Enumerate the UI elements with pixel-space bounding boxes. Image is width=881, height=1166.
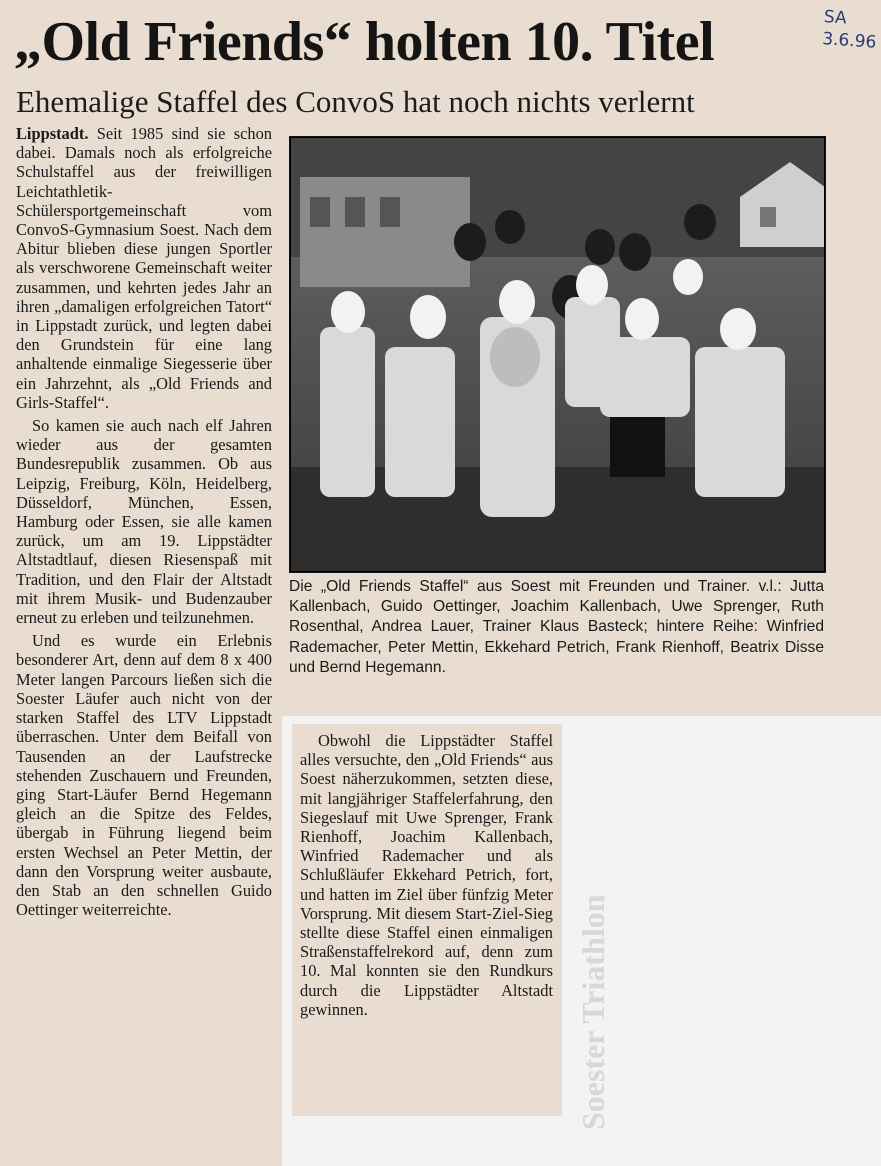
paragraph: Obwohl die Lippstädter Staffel alles versuchte, den „Old Friends“ aus Soest näherzukommen, setzten diese, mit langjähriger Staffelerfahrung, den Siegeslauf mit Uwe Sprenger, Frank Rienhoff, Joachim Kallenbach, Winfried Rademacher und als Schlußläufer Ekkehard Petrich, fort, und hatten im Ziel über fünfzig Meter Vorsprung. Mit diesem Start-Ziel-Sieg stellte diese Staffel einen einmaligen Straßenstaffelrekord auf, denn zum 10. Mal konnten sie den Rundkurs durch die Lippstädter Altstadt gewinnen. [300, 731, 553, 1019]
article-column-1 [16, 124, 272, 923]
headline: „Old Friends“ holten 10. Titel [14, 11, 715, 73]
paragraph: Und es wurde ein Erlebnis besonderer Art, denn auf dem 8 x 400 Meter langen Parcours ließen sich die Soester Läufer auch nicht von der starken Staffel des LTV Lippstadt überraschen. Unter dem Beifall von Tausenden an der Laufstrecke stehenden Zuschauern und Freunden, ging Start-Läufer Bernd Hegemann gleich an die Spitze des Feldes, übergab in Führung liegend beim ersten Wechsel an Peter Mettin, der dann den Vorsprung weiter ausbaute, den Stab an den schnellen Guido Oettinger weiterreichte. [16, 631, 272, 920]
dateline: Lippstadt. [16, 124, 89, 143]
handwritten-source: SA [823, 7, 848, 29]
handwritten-date: 3.6.96 [821, 28, 877, 53]
paragraph [16, 124, 272, 412]
team-photo-illustration [290, 137, 825, 572]
paragraph-text: Seit 1985 sind sie schon dabei. Damals noch als erfolgreiche Schulstaffel aus der freiwilligen Leichtathletik-Schülersportgemeinschaft vom ConvoS-Gymnasium Soest. Nach dem Abitur blieben diese jungen Sportler als verschworene Gemeinschaft weiter zusammen, und kehrten jedes Jahr an ihren „damaligen erfolgreichen Tatort“ in Lippstadt zurück, und legten dabei den Grundstein für eine lang anhaltende einmalige Siegesserie über ein Jahrzehnt, als „Old Friends and Girls-Staffel“. [16, 124, 272, 412]
team-photo [289, 136, 826, 573]
article-column-2 [300, 731, 553, 1019]
paragraph: So kamen sie auch nach elf Jahren wieder aus der gesamten Bundesrepublik zusammen. Ob aus Leipzig, Freiburg, Köln, Heidelberg, Düsseldorf, München, Essen, Hamburg oder Essen, sie alle kamen zurück, um am 19. Lippstädter Altstadtlauf, diesen Riesenspaß mit Tradition, und den Flair der Altstadt mit ihrem Musik- und Budenzauber erneut zu erleben und teilzunehmen. [16, 416, 272, 628]
subheadline: Ehemalige Staffel des ConvoS hat noch nichts verlernt [16, 84, 695, 119]
photo-caption: Die „Old Friends Staffel“ aus Soest mit Freunden und Trainer. v.l.: Jutta Kallenbach, Guido Oettinger, Joachim Kallenbach, Uwe Sprenger, Ruth Rosenthal, Andrea Lauer, Trainer Klaus Basteck; hintere Reihe: Winfried Rademacher, Peter Mettin, Ekkehard Petrich, Frank Rienhoff, Beatrix Disse und Bernd Hegemann. [289, 578, 824, 676]
bleed-through-text: Soester Triathlon [575, 894, 611, 1130]
handwritten-date-note [822, 6, 881, 54]
